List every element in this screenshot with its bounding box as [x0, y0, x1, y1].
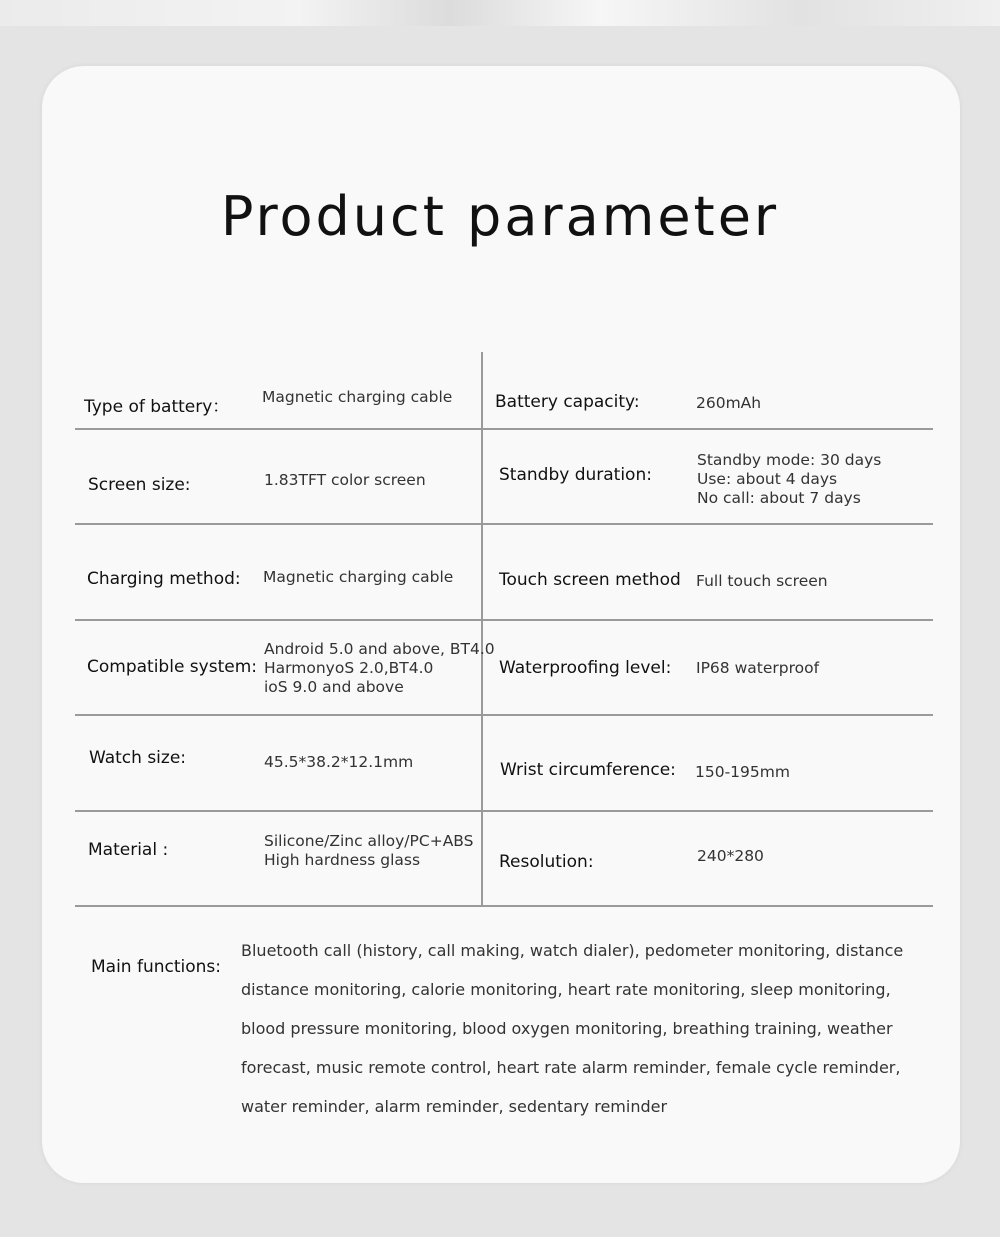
compatible-system-value [264, 640, 495, 697]
material-line: Silicone/Zinc alloy/PC+ABS [264, 832, 474, 850]
page-title: Product parameter [220, 185, 780, 248]
compatible-system-label: Compatible system: [87, 657, 257, 677]
charging-method-label: Charging method: [87, 569, 241, 589]
screen-size-label: Screen size: [88, 475, 191, 495]
standby-duration-line: No call: about 7 days [697, 489, 861, 507]
wrist-circumference-value: 150-195mm [695, 763, 790, 781]
standby-duration-line: Standby mode: 30 days [697, 451, 882, 469]
main-functions-text: Bluetooth call (history, call making, watch dialer), pedometer monitoring, distance distance monitoring, calorie monitoring, heart rate monitoring, sleep monitoring, blood pressure monitoring, blood oxygen monitoring, breathing training, weather forecast, music remote control, heart rate alarm reminder, female cycle reminder, water reminder, alarm reminder, sedentary reminder [241, 941, 904, 1116]
material-value [264, 832, 474, 870]
background-strip [0, 0, 1000, 26]
battery-type-label: Type of battery： [84, 397, 230, 417]
row-divider [75, 619, 933, 621]
waterproofing-level-label: Waterproofing level: [499, 658, 672, 678]
touch-screen-method-value: Full touch screen [696, 572, 828, 590]
watch-size-value: 45.5*38.2*12.1mm [264, 753, 414, 771]
row-divider [75, 523, 933, 525]
material-line: High hardness glass [264, 851, 421, 869]
watch-size-label: Watch size: [89, 748, 187, 768]
battery-capacity-label: Battery capacity: [495, 392, 640, 412]
resolution-label: Resolution: [499, 852, 594, 872]
battery-type-value: Magnetic charging cable [262, 388, 453, 406]
row-divider [75, 905, 933, 907]
wrist-circumference-label: Wrist circumference: [500, 760, 676, 780]
screen-size-value: 1.83TFT color screen [264, 471, 426, 489]
compatible-system-line: HarmonyoS 2.0,BT4.0 [264, 659, 434, 677]
material-label: Material : [88, 840, 169, 860]
row-divider [75, 714, 933, 716]
row-divider [75, 810, 933, 812]
main-functions-label: Main functions: [91, 957, 222, 977]
waterproofing-level-value: IP68 waterproof [696, 659, 820, 677]
standby-duration-label: Standby duration: [499, 465, 652, 485]
standby-duration-line: Use: about 4 days [697, 470, 838, 488]
touch-screen-method-label: Touch screen method [499, 570, 681, 590]
compatible-system-line: Android 5.0 and above, BT4.0 [264, 640, 495, 658]
battery-capacity-value: 260mAh [696, 394, 762, 412]
column-divider [481, 352, 483, 906]
row-divider [75, 428, 933, 430]
compatible-system-line: ioS 9.0 and above [264, 678, 404, 696]
charging-method-value: Magnetic charging cable [263, 568, 454, 586]
resolution-value: 240*280 [697, 847, 764, 865]
standby-duration-value [697, 451, 881, 508]
